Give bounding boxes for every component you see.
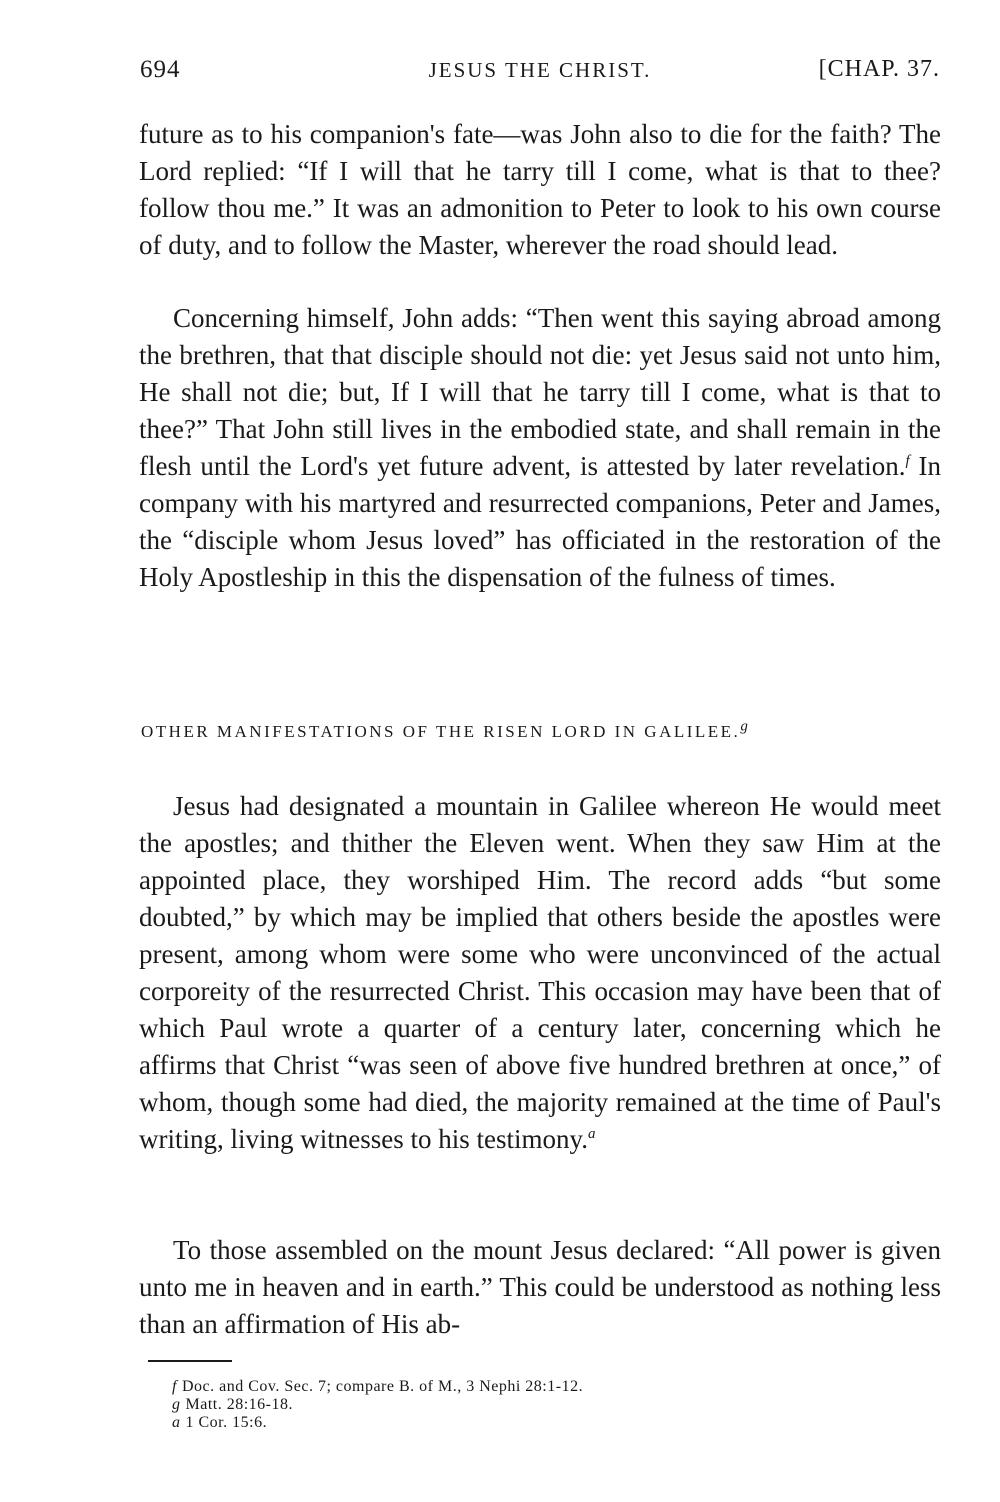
paragraph-1	[139, 116, 941, 264]
running-head	[140, 56, 940, 92]
footnote-g	[172, 1396, 872, 1414]
footnote-text: Doc. and Cov. Sec. 7; compare B. of M., 3 Nephi 28:1-12.	[181, 1378, 584, 1395]
page-number: 694	[140, 56, 181, 83]
paragraph-4	[139, 1232, 941, 1343]
book-title: JESUS THE CHRIST.	[428, 58, 652, 82]
paragraph-2	[139, 300, 941, 596]
paragraph-4-text: To those assembled on the mount Jesus declared: “All power is given unto me in heaven and in earth.” This could be understood as nothing less than an affirmation of His ab-	[139, 1235, 941, 1339]
footnote-ref-f: f	[905, 453, 910, 469]
footnote-a	[172, 1414, 872, 1432]
footnote-text: 1 Cor. 15:6.	[185, 1414, 268, 1431]
footnote-text: Matt. 28:16-18.	[185, 1396, 293, 1413]
footnote-divider	[148, 1360, 232, 1362]
footnote-ref-g: g	[740, 718, 751, 735]
footnote-mark: f	[172, 1378, 177, 1395]
paragraph-2-text: Concerning himself, John adds: “Then went this saying abroad among the brethren, that that disciple should not die: yet Jesus said not unto him, He shall not die; but, If I will that he tarry till I come, what is that to thee?” That John still lives in the embodied state, and shall remain in the flesh until the Lord's yet future advent, is attested by later revelation.	[139, 303, 941, 481]
paragraph-3-text: Jesus had designated a mountain in Galilee whereon He would meet the apostles; and thither the Eleven went. When they saw Him at the appointed place, they worshiped Him. The record adds “but some doubted,” by which may be implied that others beside the apostles were present, among whom were some who were unconvinced of the actual corporeity of the resurrected Christ. This occasion may have been that of which Paul wrote a quarter of a century later, concerning which he affirms that Christ “was seen of above five hundred brethren at once,” of whom, though some had died, the majority remained at the time of Paul's writing, living witnesses to his testimony.	[139, 791, 941, 1154]
footnote-f	[172, 1378, 872, 1396]
footnote-ref-a: a	[588, 1126, 596, 1142]
paragraph-3	[139, 788, 941, 1158]
section-heading-text: OTHER MANIFESTATIONS OF THE RISEN LORD IN GALILEE.	[141, 722, 741, 741]
footnote-mark: a	[172, 1414, 181, 1431]
paragraph-2-text-continued: In company with his martyred and resurrected companions, Peter and James, the “disciple whom Jesus loved” has officiated in the restoration of the Holy Apostleship in this the dispensation of the fulness of times.	[139, 451, 941, 592]
section-heading	[141, 718, 941, 742]
paragraph-1-text: future as to his companion's fate—was John also to die for the faith? The Lord replied: “If I will that he tarry till I come, what is that to thee? follow thou me.” It was an admonition to Peter to look to his own course of duty, and to follow the Master, wherever the road should lead.	[139, 119, 941, 260]
footnotes	[172, 1378, 872, 1432]
footnote-mark: g	[172, 1396, 181, 1413]
chapter-label: [CHAP. 37.	[818, 56, 940, 82]
